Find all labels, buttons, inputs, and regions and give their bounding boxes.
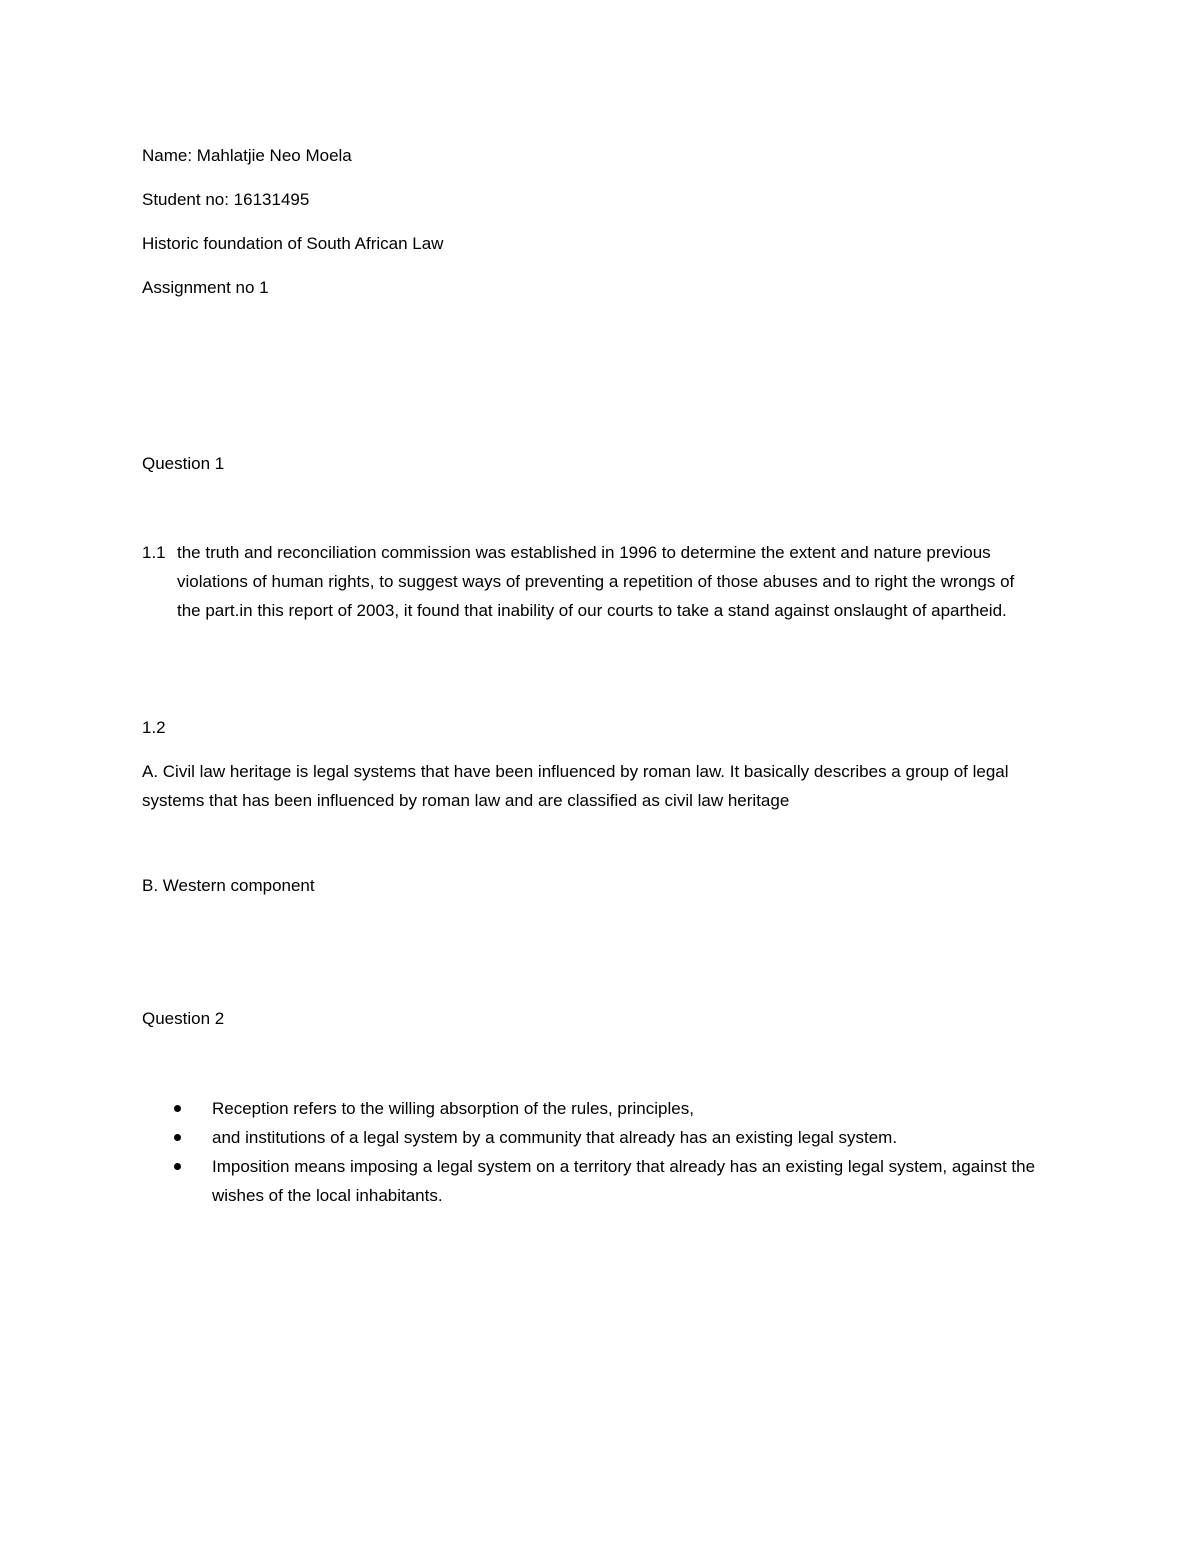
list-item-text: Reception refers to the willing absorption of the rules, principles, (212, 1099, 694, 1118)
list-item (142, 1123, 1042, 1152)
list-item-text: and institutions of a legal system by a community that already has an existing legal system. (212, 1128, 898, 1147)
student-name: Name: Mahlatjie Neo Moela (142, 146, 352, 165)
question-1-heading: Question 1 (142, 454, 225, 473)
question-1-1-number: 1.1 (142, 543, 166, 562)
question-1-2-number: 1.2 (142, 718, 166, 737)
list-item-text: Imposition means imposing a legal system on a territory that already has an existing legal system, against the wishes of the local inhabitants. (212, 1157, 1036, 1205)
student-number: Student no: 16131495 (142, 190, 310, 209)
bullet-icon (174, 1163, 181, 1170)
question-1-2-part-b: B. Western component (142, 876, 315, 895)
question-2-heading: Question 2 (142, 1009, 225, 1028)
list-item (142, 1152, 1042, 1210)
bullet-icon (174, 1134, 181, 1141)
bullet-icon (174, 1105, 181, 1112)
question-1-1-answer: the truth and reconciliation commission was established in 1996 to determine the extent and nature previous violations of human rights, to suggest ways of preventing a repetition of those abuses and to right the wrongs of the part.in this report of 2003, it found that inability of our courts to take a stand against onslaught of apartheid. (177, 543, 1015, 620)
list-item (142, 1094, 1042, 1123)
assignment-number: Assignment no 1 (142, 278, 269, 297)
course-title: Historic foundation of South African Law (142, 234, 444, 253)
question-2-bullet-list (142, 1094, 1042, 1210)
question-1-2-part-a: A. Civil law heritage is legal systems that have been influenced by roman law. It basically describes a group of legal systems that has been influenced by roman law and are classified as civil law heritage (142, 762, 1009, 810)
